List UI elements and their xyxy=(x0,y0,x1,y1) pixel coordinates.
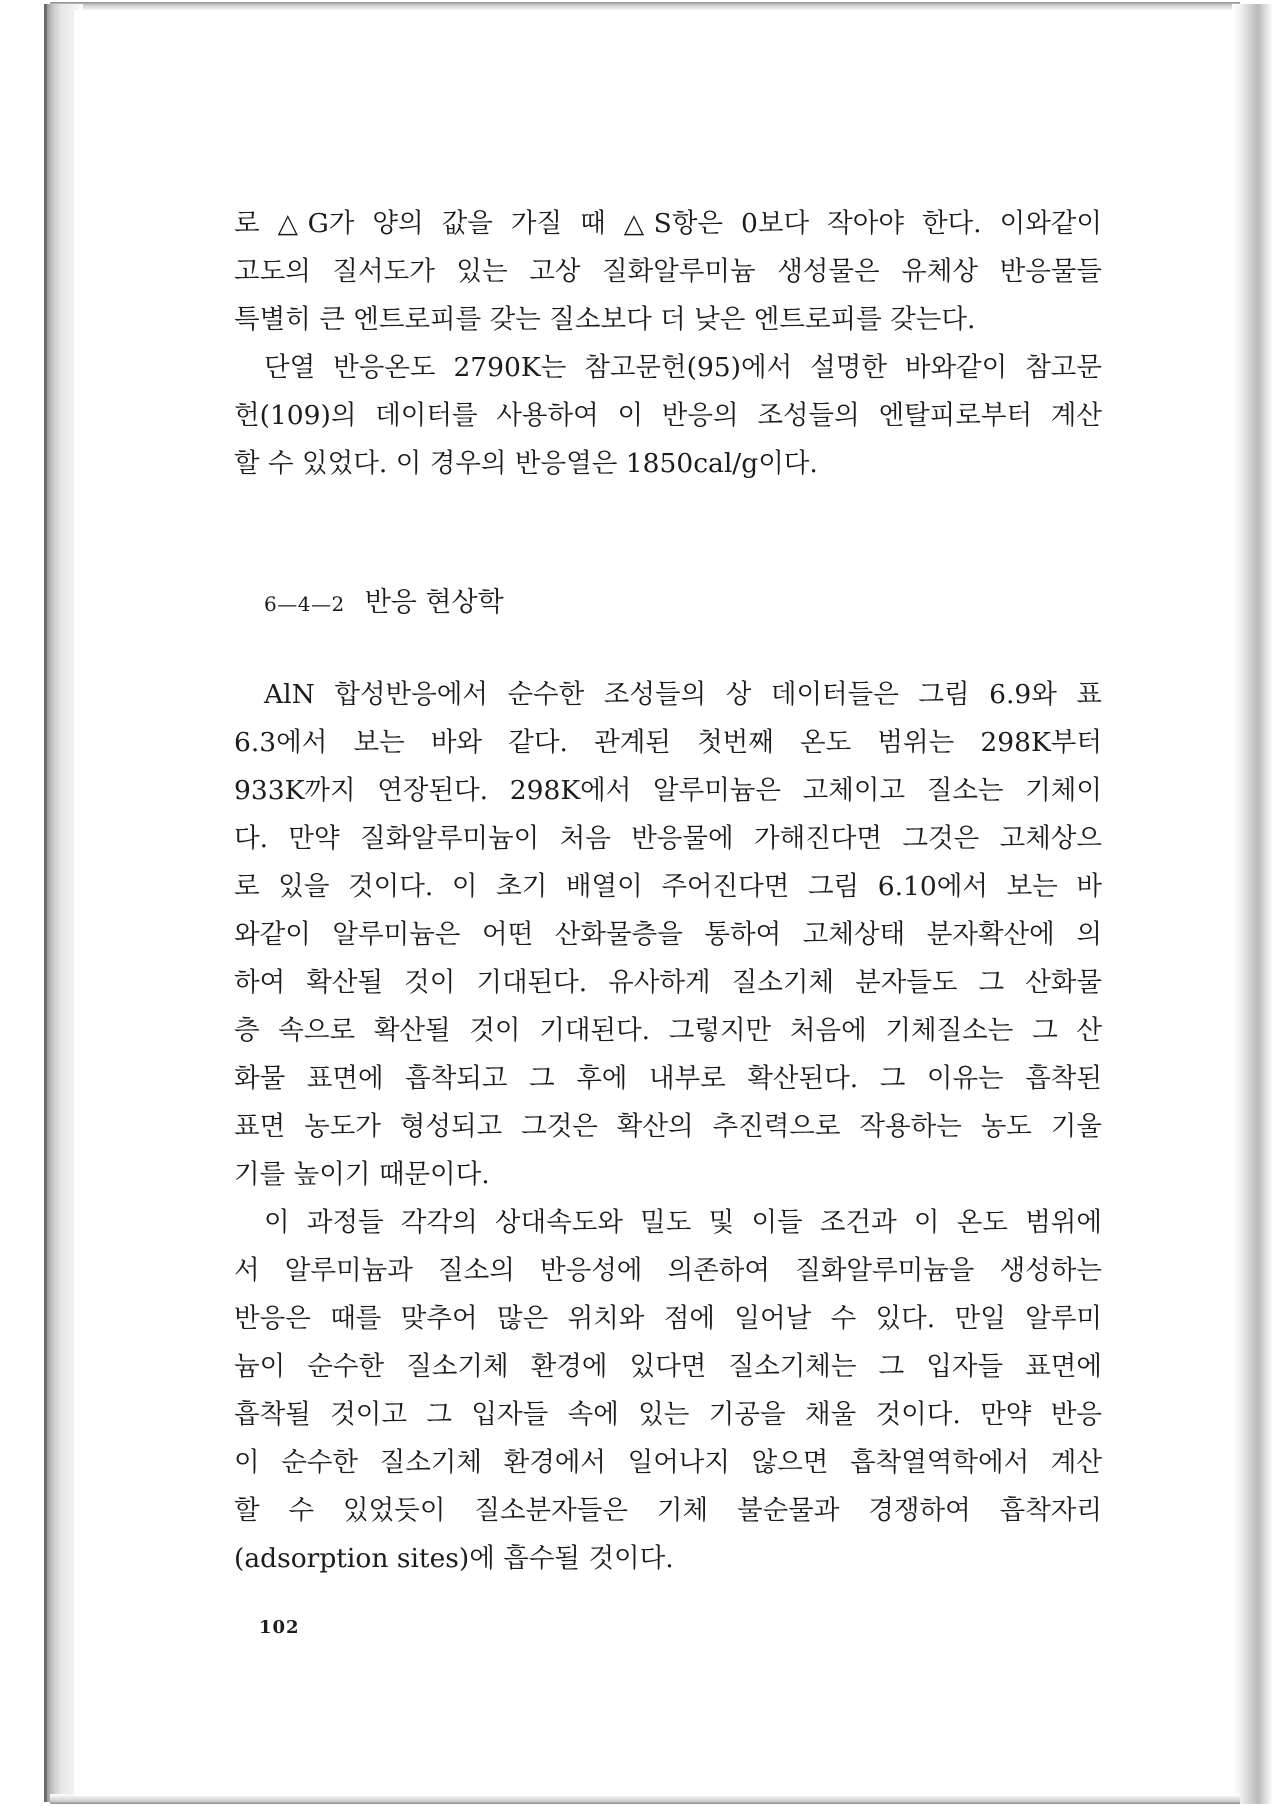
text-line: 화물 표면에 흡착되고 그 후에 내부로 확산된다. 그 이유는 흡착된 xyxy=(234,1063,1102,1094)
text-line: 하여 확산될 것이 기대된다. 유사하게 질소기체 분자들도 그 산화물 xyxy=(234,967,1102,998)
text-line: 표면 농도가 형성되고 그것은 확산의 추진력으로 작용하는 농도 기울 xyxy=(234,1111,1102,1142)
text-line: (adsorption sites)에 흡수될 것이다. xyxy=(234,1543,674,1574)
section-title: 반응 현상학 xyxy=(364,587,504,618)
text-line: 와같이 알루미늄은 어떤 산화물층을 통하여 고체상태 분자확산에 의 xyxy=(234,919,1102,950)
text-line: AlN 합성반응에서 순수한 조성들의 상 데이터들은 그림 6.9와 표 xyxy=(264,679,1102,710)
text-line: 단열 반응온도 2790K는 참고문헌(95)에서 설명한 바와같이 참고문 xyxy=(264,352,1102,383)
text-line: 서 알루미늄과 질소의 반응성에 의존하여 질화알루미늄을 생성하는 xyxy=(234,1255,1102,1286)
text-line: 할 수 있었다. 이 경우의 반응열은 1850cal/g이다. xyxy=(234,448,818,479)
text-line: 이 과정들 각각의 상대속도와 밀도 및 이들 조건과 이 온도 범위에 xyxy=(264,1207,1102,1238)
text-line: 로 △G가 양의 값을 가질 때 △S항은 0보다 작아야 한다. 이와같이 xyxy=(234,208,1102,239)
text-line: 층 속으로 확산될 것이 기대된다. 그렇지만 처음에 기체질소는 그 산 xyxy=(234,1015,1102,1046)
text-line: 기를 높이기 때문이다. xyxy=(234,1159,490,1190)
text-line: 6.3에서 보는 바와 같다. 관계된 첫번째 온도 범위는 298K부터 xyxy=(234,727,1102,758)
text-line: 반응은 때를 맞추어 많은 위치와 점에 일어날 수 있다. 만일 알루미 xyxy=(234,1303,1102,1334)
text-line: 흡착될 것이고 그 입자들 속에 있는 기공을 채울 것이다. 만약 반응 xyxy=(234,1399,1102,1430)
section-heading xyxy=(264,580,504,619)
top-text-block xyxy=(234,200,1102,488)
text-line: 늄이 순수한 질소기체 환경에 있다면 질소기체는 그 입자들 표면에 xyxy=(234,1351,1102,1382)
text-line: 고도의 질서도가 있는 고상 질화알루미늄 생성물은 유체상 반응물들 xyxy=(234,256,1102,287)
text-line: 할 수 있었듯이 질소분자들은 기체 불순물과 경쟁하여 흡착자리 xyxy=(234,1495,1102,1526)
paragraph-1 xyxy=(234,200,1102,344)
main-text-block xyxy=(234,671,1102,1583)
paragraph-2 xyxy=(234,344,1102,488)
section-number: 6—4—2 xyxy=(264,592,345,616)
paragraph-4 xyxy=(234,1199,1102,1583)
text-line: 이 순수한 질소기체 환경에서 일어나지 않으면 흡착열역학에서 계산 xyxy=(234,1447,1102,1478)
page-edge-right xyxy=(1232,4,1273,1804)
text-line: 로 있을 것이다. 이 초기 배열이 주어진다면 그림 6.10에서 보는 바 xyxy=(234,871,1102,902)
text-line: 933K까지 연장된다. 298K에서 알루미늄은 고체이고 질소는 기체이 xyxy=(234,775,1102,806)
text-line: 헌(109)의 데이터를 사용하여 이 반응의 조성들의 엔탈피로부터 계산 xyxy=(234,400,1102,431)
page-number: 102 xyxy=(259,1617,300,1638)
text-line: 다. 만약 질화알루미늄이 처음 반응물에 가해진다면 그것은 고체상으 xyxy=(234,823,1102,854)
paragraph-3 xyxy=(234,671,1102,1199)
text-line: 특별히 큰 엔트로피를 갖는 질소보다 더 낮은 엔트로피를 갖는다. xyxy=(234,304,976,335)
